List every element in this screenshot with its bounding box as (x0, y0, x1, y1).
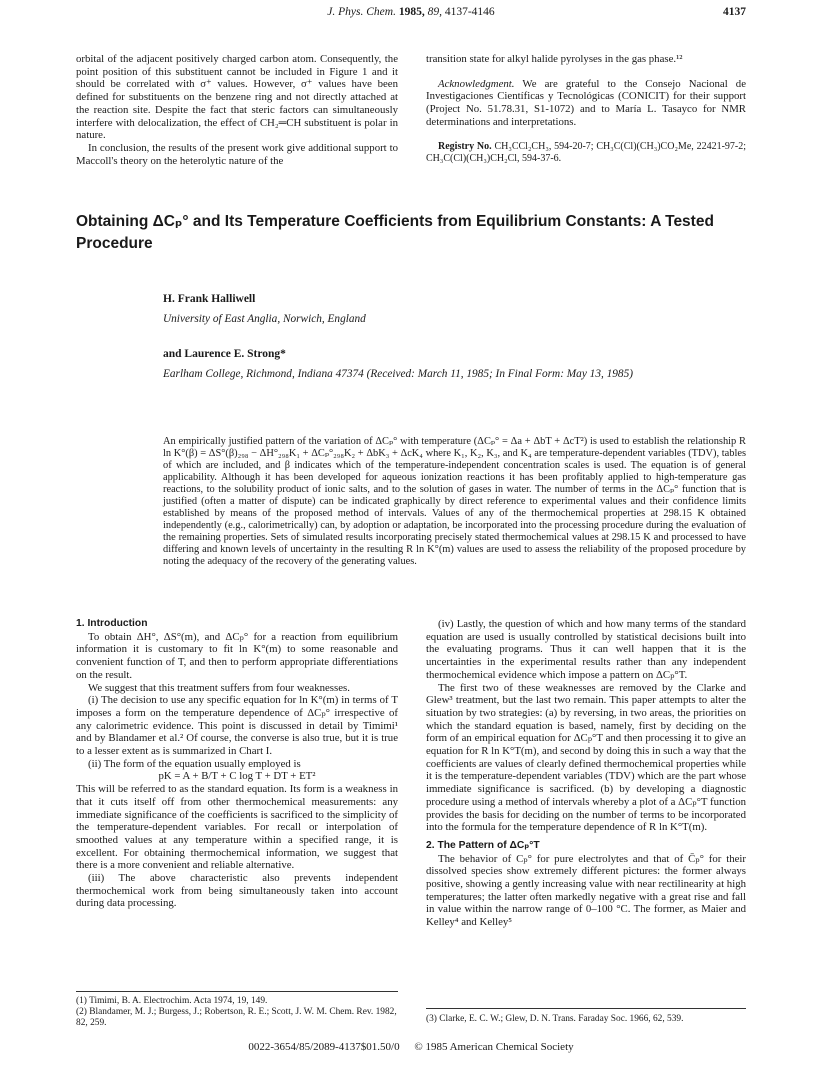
footnote: (1) Timimi, B. A. Electrochim. Acta 1974, 19, 149. (76, 996, 268, 1006)
previous-article-right-column (426, 53, 746, 165)
body-left-column (76, 618, 398, 910)
author-name: H. Frank Halliwell (163, 293, 256, 305)
registry-text: CH₃CCl₂CH₃, 594-20-7; CH₃C(Cl)(CH₃)CO₂Me, 22421-97-2; CH₃C(Cl)(CH₃)CH₂Cl, 594-37-6. (426, 140, 747, 164)
page-footer (76, 1041, 746, 1053)
abstract (163, 436, 746, 567)
article-code: 0022-3654/85/2089-4137$01.50/0 (248, 1041, 400, 1053)
previous-article-paragraph: transition state for alkyl halide pyrolyses in the gas phase.¹² (426, 53, 683, 65)
article-title: Obtaining ΔCₚ° and Its Temperature Coefficients from Equilibrium Constants: A Tested Procedure (76, 213, 714, 252)
body-paragraph: This will be referred to as the standard equation. Its form is a weakness in that it cuts itself off from other thermochemical measurements: any immediate significance of the coefficients is sacrificed to the simplicity of the temperature-dependent variables. For recall or interpolation of smoothed values at any temperature within a specified range, it is excellent. For obtaining thermochemical information, we suggest that there is a more convenient and reliable alternative. (76, 783, 398, 872)
section-heading: 1. Introduction (76, 618, 148, 629)
journal-pages: 4137-4146 (444, 6, 495, 18)
abstract-text: An empirically justified pattern of the variation of ΔCₚ° with temperature (ΔCₚ° = Δa + ΔbT + ΔcT²) is used to establish the relationship R ln K°(β) = ΔS°(β)₂₉₈ − ΔH°₂₉₈K₁ + ΔCₚ°₂₉₈K₂ + ΔbK₃ + ΔcK₄ where K₁, K₂, K₃, and K₄ are temperature-dependent variables (TDV), tables of which are included, and β indicates which of the temperature-independent concentration scales is used. The equation is of general applicability. Although it has been developed for aqueous ionization reactions it has been profitably applied to high-temperature gas reactions, to the solubility product of ionic salts, and to the solution of gases in water. The number of terms in the ΔCₚ° function that is justified (often a matter of dispute) can be indicated graphically by direct reference to experimental values and their confidence limits established by means of the proposed method of intervals. Values of any of the thermochemical properties at 298.15 K obtained independently (e.g., calorimetrically) can, by adoption or adaptation, be incorporated into the processing procedure during the evaluation of the remaining properties. Sets of simulated results incorporating precisely stated thermochemical values at 298.15 K and processed to have differing and known levels of uncertainty in the resulting R ln K°(m) values are used to assess the reliability of the proposed procedure by noting the adequacy of the recovery of the generating values. (163, 436, 746, 567)
section-heading: 2. The Pattern of ΔCₚ°T (426, 839, 540, 851)
journal-volume: 89, (427, 6, 442, 18)
registry-numbers (426, 141, 746, 165)
footnote: (2) Blandamer, M. J.; Burgess, J.; Robertson, R. E.; Scott, J. W. M. Chem. Rev. 1982, 82, 259. (76, 1007, 397, 1028)
page-number: 4137 (723, 6, 746, 18)
body-paragraph: (iii) The above characteristic also prevents independent thermochemical work from being simultaneously taken into account during data processing. (76, 872, 398, 910)
previous-article-paragraph: In conclusion, the results of the present work give additional support to Maccoll's theory on the heterolytic nature of the (76, 141, 398, 167)
footnote-divider (426, 1008, 746, 1009)
author-affiliation: Earlham College, Richmond, Indiana 47374 (Received: March 11, 1985; In Final Form: May 13, 1985) (163, 368, 633, 380)
footnotes-right (426, 1014, 746, 1025)
acknowledgment-label: Acknowledgment. (438, 77, 515, 90)
acknowledgment-text: We are grateful to the Consejo Nacional de Investigaciones Científicas y Tecnológicas (CONICIT) for their support (Project No. 51.78.31, S1-1072) and to María L. Tasayco for NMR determinations and interpretations. (426, 77, 746, 128)
body-paragraph: (iv) Lastly, the question of which and how many terms of the standard equation are used is usually controlled by statistical decisions built into the evaluating programs. Thus it can well happen that it is the uncertainties in the experimental results rather than any independent thermochemical evidence which impose a pattern on ΔCₚ°T. (426, 618, 746, 681)
body-paragraph: We suggest that this treatment suffers from four weaknesses. (88, 681, 350, 694)
body-paragraph: To obtain ΔH°, ΔS°(m), and ΔCₚ° for a reaction from equilibrium information it is customary to fit ln K°(m) to some reasonable and convenient function of T, and then to perform appropriate differentiations on the result. (76, 630, 398, 681)
author-name: and Laurence E. Strong* (163, 348, 286, 360)
acknowledgment (426, 78, 746, 129)
footnote-divider (76, 991, 398, 992)
running-head (76, 6, 746, 22)
body-paragraph: (ii) The form of the equation usually employed is (88, 757, 301, 770)
journal-name: J. Phys. Chem. (327, 6, 396, 18)
registry-label: Registry No. (438, 140, 492, 152)
copyright-notice: © 1985 American Chemical Society (414, 1041, 574, 1053)
standard-equation: pK = A + B/T + C log T + DT + ET² (158, 770, 316, 783)
footnotes-left (76, 996, 398, 1029)
author-affiliation: University of East Anglia, Norwich, England (163, 313, 366, 325)
body-right-column (426, 618, 746, 929)
body-paragraph: (i) The decision to use any specific equation for ln K°(m) in terms of T imposes a form on the temperature dependence of ΔCₚ° irrespective of any calorimetric evidence. This point is discussed in detail by Timimi¹ and by Blandamer et al.² Of course, the converse is also true, but it is true to a lesser extent as is summarized in Chart I. (76, 694, 398, 758)
previous-article-left-column (76, 53, 398, 167)
journal-citation (76, 6, 746, 18)
body-paragraph: The behavior of Cₚ° for pure electrolytes and that of C̄ₚ° for their dissolved species show extremely different pictures: the former always positive, showing a gently increasing value with near rectilinearity at high temperatures; the latter often markedly negative with a great rise and fall in value within the narrow range of 0–100 °C. The former, as Maier and Kelley⁴ and Kelley⁵ (426, 852, 746, 929)
footnote: (3) Clarke, E. C. W.; Glew, D. N. Trans. Faraday Soc. 1966, 62, 539. (426, 1014, 684, 1024)
journal-year: 1985, (398, 6, 425, 18)
previous-article-paragraph: orbital of the adjacent positively charged carbon atom. Consequently, the point position of this substituent cannot be included in Figure 1 and it should be correlated with σ⁺ values. However, σ⁺ values have been defined for substituents on the benzene ring and not directly attached at the reaction site. Despite the fact that steric factors can simultaneously interfere with delocalization, the effect of CH₂═CH substituent is polar in nature. (76, 53, 398, 142)
body-paragraph: The first two of these weaknesses are removed by the Clarke and Glew³ treatment, but the last two remain. This paper attempts to alter the situation by two strategies: (a) by reversing, in two areas, the priorities on which the standard equation is based, namely, first by deciding on the form of an empirical equation for ΔCₚ°T and then processing it to give an equation for R ln K°T(m), and second by doing this in such a way that the coefficients are values of clearly defined thermochemical properties while it is the temperature-dependent variables (TDV) which are the part whose immediate significance is sacrificed. (b) by developing a diagnostic procedure using a method of intervals whereby a plot of a ΔCₚ°T function provides the basis for deciding on the number of terms to be incorporated into the formula for the temperature dependence of R ln K°T(m). (426, 681, 747, 834)
